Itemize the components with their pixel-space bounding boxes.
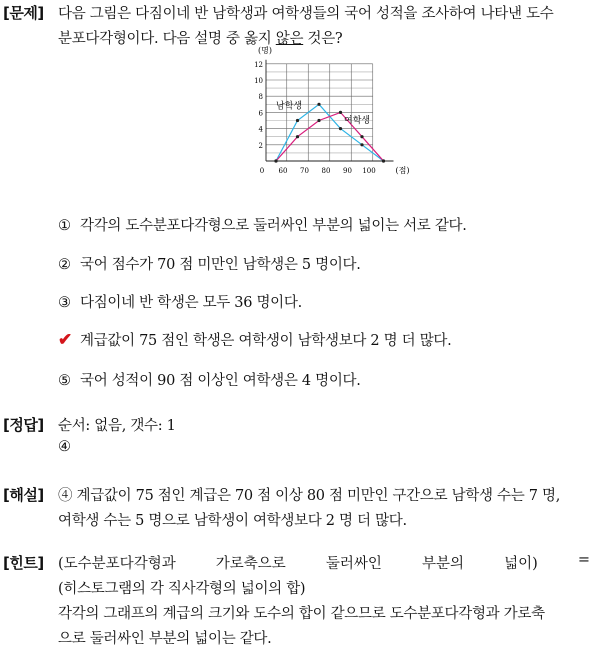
data-point bbox=[296, 135, 299, 138]
option-5[interactable] bbox=[58, 369, 361, 390]
hint-line-4: 으로 둘러싸인 부분의 넓이는 같다. bbox=[58, 631, 272, 647]
y-tick-label: 6 bbox=[258, 109, 263, 118]
problem-line-2-post: 것은? bbox=[303, 31, 343, 47]
x-tick-label: 80 bbox=[321, 167, 331, 175]
chart-grid bbox=[266, 64, 373, 161]
x-tick-label: 70 bbox=[300, 167, 309, 175]
x-tick-label: 100 bbox=[362, 167, 376, 175]
explanation-tag: [해설] bbox=[3, 486, 44, 504]
hint-word: = bbox=[577, 552, 590, 568]
data-point bbox=[360, 143, 363, 146]
series-label-male: 남학생 bbox=[276, 101, 303, 112]
problem-line-1: 다음 그림은 다짐이네 반 남학생과 여학생들의 국어 성적을 조사하여 나타낸 도수 bbox=[58, 6, 554, 22]
data-point bbox=[317, 119, 320, 122]
answer-tag: [정답] bbox=[3, 416, 44, 434]
option-4[interactable] bbox=[58, 329, 451, 350]
problem-line-2-underline: 않은 bbox=[275, 31, 304, 47]
y-tick-label: 12 bbox=[254, 60, 263, 69]
hint-word: 넓이) bbox=[504, 556, 538, 572]
option-1-number: ① bbox=[58, 218, 71, 234]
data-point bbox=[339, 127, 342, 130]
hint-word: 둘러싸인 bbox=[325, 556, 382, 572]
option-1[interactable] bbox=[58, 214, 467, 235]
y-tick-label: 8 bbox=[258, 93, 263, 102]
explanation-line-1: ④ 계급값이 75 점인 계급은 70 점 이상 80 점 미만인 구간으로 남학생 수는 7 명, bbox=[58, 488, 561, 504]
data-point bbox=[339, 111, 342, 114]
data-point bbox=[360, 135, 363, 138]
chart-ylabel: (명) bbox=[258, 46, 272, 55]
series-label-female: 여학생 bbox=[344, 115, 371, 126]
y-tick-label: 2 bbox=[258, 141, 263, 150]
x-tick-label: 0 bbox=[259, 167, 265, 175]
option-3-number: ③ bbox=[58, 295, 71, 311]
frequency-polygon-chart bbox=[244, 44, 414, 180]
explanation-line-2: 여학생 수는 5 명으로 남학생이 여학생보다 2 명 더 많다. bbox=[58, 513, 407, 529]
x-tick-label: 90 bbox=[343, 167, 352, 175]
answer-line-1: 순서: 없음, 갯수: 1 bbox=[58, 418, 176, 434]
option-5-number: ⑤ bbox=[58, 373, 71, 389]
hint-tag: [힌트] bbox=[3, 554, 44, 572]
x-tick-label: 60 bbox=[278, 167, 288, 175]
option-3[interactable] bbox=[58, 291, 302, 312]
chart-xlabel: (점) bbox=[395, 166, 410, 175]
option-4-text: 계급값이 75 점인 학생은 여학생이 남학생보다 2 명 더 많다. bbox=[80, 333, 452, 349]
answer-line-2: ④ bbox=[58, 439, 71, 455]
hint-word: 가로축으로 bbox=[215, 556, 286, 572]
data-point bbox=[274, 159, 277, 162]
option-2-number: ② bbox=[58, 257, 71, 273]
option-1-text: 각각의 도수분포다각형으로 둘러싸인 부분의 넓이는 서로 같다. bbox=[80, 218, 467, 234]
hint-row-1 bbox=[58, 552, 590, 573]
option-2-text: 국어 점수가 70 점 미만인 남학생은 5 명이다. bbox=[80, 257, 361, 273]
problem-tag: [문제] bbox=[3, 4, 44, 22]
y-tick-label: 4 bbox=[258, 125, 263, 134]
hint-word: 부분의 bbox=[421, 556, 465, 572]
option-3-text: 다짐이네 반 학생은 모두 36 명이다. bbox=[80, 295, 302, 311]
hint-line-3: 각각의 그래프의 계급의 크기와 도수의 합이 같으므로 도수분포다각형과 가로축 bbox=[58, 606, 545, 622]
check-icon: ✔ bbox=[58, 330, 72, 350]
option-5-text: 국어 성적이 90 점 이상인 여학생은 4 명이다. bbox=[80, 373, 361, 389]
y-tick-label: 10 bbox=[254, 77, 263, 85]
hint-line-2: (히스토그램의 각 직사각형의 넓이의 합) bbox=[58, 581, 306, 597]
data-point bbox=[317, 103, 320, 106]
problem-line-2-pre: 분포다각형이다. 다음 설명 중 옳지 bbox=[58, 31, 276, 47]
data-point bbox=[296, 119, 299, 122]
option-2[interactable] bbox=[58, 253, 361, 274]
hint-word: (도수분포다각형과 bbox=[58, 556, 176, 572]
data-point bbox=[382, 159, 385, 162]
